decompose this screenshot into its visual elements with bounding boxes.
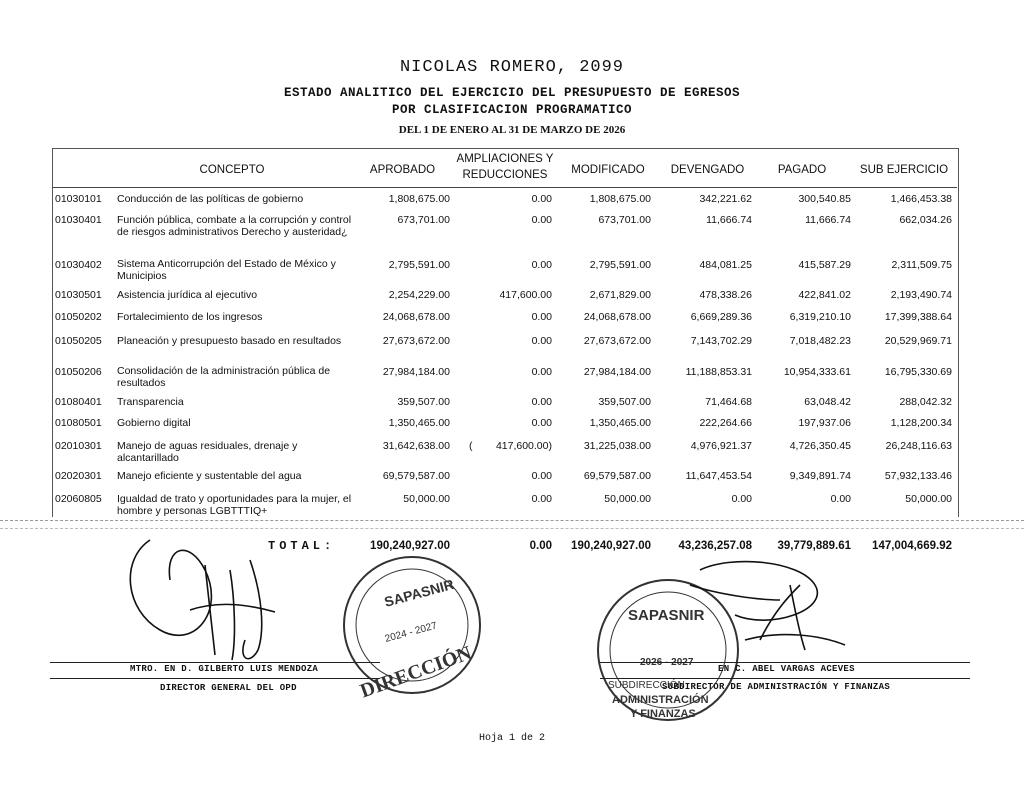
right-signature-line-lower [600, 678, 970, 679]
column-header-sub-ejercicio: SUB EJERCICIO [859, 164, 949, 176]
row-ampliaciones: 417,600.00 [499, 289, 552, 301]
row-aprobado: 1,350,465.00 [388, 417, 450, 429]
left-signature-line-lower [50, 678, 380, 679]
right-signatory-name: EN C. ABEL VARGAS ACEVES [718, 664, 855, 674]
report-period: DEL 1 DE ENERO AL 31 DE MARZO DE 2026 [398, 124, 626, 136]
total-aprobado: 190,240,927.00 [370, 540, 450, 552]
row-concept: Fortalecimiento de los ingresos [117, 311, 263, 323]
left-signature-scribble [130, 540, 275, 660]
total-devengado: 43,236,257.08 [678, 540, 752, 552]
row-modificado: 359,507.00 [598, 396, 651, 408]
row-concept: Consolidación de la administración pública de resultados [117, 365, 331, 389]
report-title-line-1: ESTADO ANALITICO DEL EJERCICIO DEL PRESUPUESTO DE EGRESOS [283, 86, 741, 100]
total-pagado: 39,779,889.61 [777, 540, 851, 552]
row-concept: Manejo eficiente y sustentable del agua [117, 470, 302, 482]
row-devengado: 7,143,702.29 [690, 335, 752, 347]
row-ampliaciones: 0.00 [531, 214, 552, 226]
row-code: 01030101 [55, 193, 102, 205]
left-signatory-name: MTRO. EN D. GILBERTO LUIS MENDOZA [130, 664, 319, 674]
left-signature-line [50, 662, 380, 663]
row-concept: Planeación y presupuesto basado en resultados [117, 335, 342, 347]
row-pagado: 7,018,482.23 [789, 335, 851, 347]
row-aprobado: 673,701.00 [397, 214, 450, 226]
row-modificado: 673,701.00 [598, 214, 651, 226]
row-concept: Transparencia [117, 396, 184, 408]
row-code: 01050202 [55, 311, 102, 323]
row-concept: Sistema Anticorrupción del Estado de México y Municipios [117, 258, 336, 282]
row-code: 02020301 [55, 470, 102, 482]
row-modificado: 27,673,672.00 [583, 335, 651, 347]
row-sub-ejercicio: 2,193,490.74 [890, 289, 952, 301]
row-pagado: 63,048.42 [804, 396, 851, 408]
row-ampliaciones: 0.00 [531, 417, 552, 429]
row-code: 01030402 [55, 259, 102, 271]
column-header-pagado: PAGADO [777, 164, 827, 176]
page-number: Hoja 1 de 2 [478, 733, 545, 744]
svg-text:ADMINISTRACIÓN: ADMINISTRACIÓN [612, 694, 709, 706]
column-header-devengado: DEVENGADO [670, 164, 745, 176]
row-code: 01030501 [55, 289, 102, 301]
row-pagado: 197,937.06 [798, 417, 851, 429]
row-code: 02060805 [55, 493, 102, 505]
column-header-modificado: MODIFICADO [571, 164, 645, 176]
row-sub-ejercicio: 662,034.26 [899, 214, 952, 226]
right-signatory-role: SUBDIRECTOR DE ADMINISTRACIÓN Y FINANZAS [662, 682, 891, 692]
row-modificado: 69,579,587.00 [583, 470, 651, 482]
column-header-reducciones: REDUCCIONES [462, 169, 548, 181]
report-title-line-2: POR CLASIFICACION PROGRAMATICO [391, 103, 633, 117]
row-modificado: 50,000.00 [604, 493, 651, 505]
row-modificado: 27,984,184.00 [583, 366, 651, 378]
column-header-ampliaciones: AMPLIACIONES Y [456, 153, 554, 165]
row-devengado: 11,666.74 [706, 214, 752, 226]
row-code: 02010301 [55, 440, 102, 452]
row-code: 01080501 [55, 417, 102, 429]
row-devengado: 478,338.26 [699, 289, 752, 301]
svg-text:Y FINANZAS: Y FINANZAS [630, 708, 696, 720]
row-pagado: 9,349,891.74 [789, 470, 851, 482]
svg-text:2026 - 2027: 2026 - 2027 [640, 657, 694, 668]
row-aprobado: 359,507.00 [397, 396, 450, 408]
row-devengado: 4,976,921.37 [690, 440, 752, 452]
row-modificado: 24,068,678.00 [583, 311, 651, 323]
total-label: TOTAL: [268, 539, 336, 553]
row-sub-ejercicio: 288,042.32 [899, 396, 952, 408]
row-sub-ejercicio: 2,311,509.75 [891, 259, 952, 271]
row-ampliaciones-paren: ( [469, 440, 473, 452]
row-ampliaciones: 0.00 [531, 335, 552, 347]
left-stamp-circle [344, 557, 480, 702]
row-ampliaciones: 0.00 [531, 470, 552, 482]
row-ampliaciones: 0.00 [531, 259, 552, 271]
row-aprobado: 24,068,678.00 [382, 311, 450, 323]
row-devengado: 342,221.62 [699, 193, 752, 205]
row-pagado: 415,587.29 [798, 259, 851, 271]
row-pagado: 10,954,333.61 [783, 366, 851, 378]
row-code: 01080401 [55, 396, 102, 408]
row-sub-ejercicio: 57,932,133.46 [884, 470, 952, 482]
svg-text:SUBDIRECCIÓN: SUBDIRECCIÓN [608, 680, 685, 691]
row-code: 01050205 [55, 335, 102, 347]
row-sub-ejercicio: 20,529,969.71 [884, 335, 952, 347]
row-ampliaciones: 417,600.00) [495, 440, 552, 452]
row-concept: Igualdad de trato y oportunidades para la mujer, el hombre y personas LGBTTTIQ+ [117, 493, 352, 517]
row-code: 01030401 [55, 214, 102, 226]
row-devengado: 222,264.66 [699, 417, 752, 429]
total-sub-ejercicio: 147,004,669.92 [872, 540, 952, 552]
row-devengado: 71,464.68 [705, 396, 752, 408]
row-devengado: 6,669,289.36 [690, 311, 752, 323]
row-sub-ejercicio: 17,399,388.64 [884, 311, 952, 323]
row-modificado: 1,350,465.00 [589, 417, 651, 429]
row-aprobado: 2,795,591.00 [388, 259, 450, 271]
row-concept: Asistencia jurídica al ejecutivo [117, 289, 258, 301]
svg-text:SAPASNIR: SAPASNIR [382, 575, 456, 610]
row-modificado: 1,808,675.00 [589, 193, 651, 205]
row-ampliaciones: 0.00 [531, 493, 552, 505]
row-pagado: 11,666.74 [805, 214, 851, 226]
row-aprobado: 50,000.00 [403, 493, 450, 505]
row-concept: Manejo de aguas residuales, drenaje y alcantarillado [117, 440, 298, 464]
row-aprobado: 31,642,638.00 [382, 440, 450, 452]
right-signature-line [600, 662, 970, 663]
svg-text:SAPASNIR: SAPASNIR [628, 607, 705, 624]
row-devengado: 0.00 [731, 493, 752, 505]
row-modificado: 2,795,591.00 [589, 259, 651, 271]
row-concept: Conducción de las políticas de gobierno [117, 193, 304, 205]
row-pagado: 4,726,350.45 [789, 440, 851, 452]
row-sub-ejercicio: 50,000.00 [905, 493, 952, 505]
total-modificado: 190,240,927.00 [571, 540, 651, 552]
row-ampliaciones: 0.00 [531, 311, 552, 323]
column-header-concepto: CONCEPTO [199, 164, 265, 176]
row-pagado: 0.00 [830, 493, 851, 505]
column-header-aprobado: APROBADO [369, 164, 436, 176]
row-ampliaciones: 0.00 [531, 396, 552, 408]
row-modificado: 31,225,038.00 [583, 440, 651, 452]
row-pagado: 6,319,210.10 [789, 311, 851, 323]
row-concept: Gobierno digital [117, 417, 191, 429]
row-aprobado: 27,673,672.00 [382, 335, 450, 347]
row-devengado: 484,081.25 [699, 259, 752, 271]
row-aprobado: 1,808,675.00 [388, 193, 450, 205]
row-aprobado: 2,254,229.00 [388, 289, 450, 301]
row-sub-ejercicio: 26,248,116.63 [885, 440, 952, 452]
row-devengado: 11,647,453.54 [685, 470, 752, 482]
row-sub-ejercicio: 1,466,453.38 [890, 193, 952, 205]
right-signature-scribble [690, 562, 845, 650]
row-code: 01050206 [55, 366, 102, 378]
svg-text:2024 - 2027: 2024 - 2027 [383, 620, 439, 645]
right-stamp-circle [598, 580, 738, 720]
row-modificado: 2,671,829.00 [589, 289, 651, 301]
row-devengado: 11,188,853.31 [685, 366, 752, 378]
row-concept: Función pública, combate a la corrupción y control de riesgos administrativos Derecho y austeridad¿ [117, 214, 352, 238]
row-sub-ejercicio: 1,128,200.34 [890, 417, 952, 429]
row-sub-ejercicio: 16,795,330.69 [884, 366, 952, 378]
row-aprobado: 69,579,587.00 [382, 470, 450, 482]
total-ampliaciones: 0.00 [529, 540, 552, 552]
row-ampliaciones: 0.00 [531, 366, 552, 378]
row-aprobado: 27,984,184.00 [382, 366, 450, 378]
left-signatory-role: DIRECTOR GENERAL DEL OPD [160, 683, 297, 693]
row-pagado: 300,540.85 [798, 193, 851, 205]
document-entity-title: NICOLAS ROMERO, 2099 [399, 58, 625, 77]
svg-text:DIRECCIÓN: DIRECCIÓN [357, 641, 475, 703]
row-pagado: 422,841.02 [798, 289, 851, 301]
row-ampliaciones: 0.00 [531, 193, 552, 205]
